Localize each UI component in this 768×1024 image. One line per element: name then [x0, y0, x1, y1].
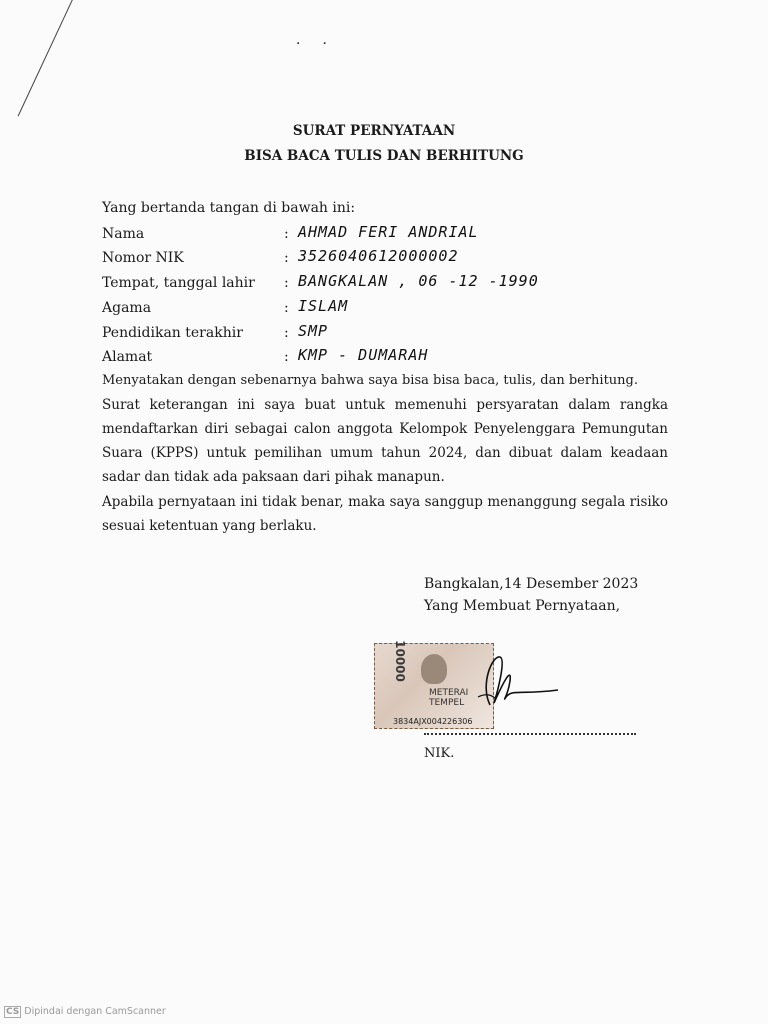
document-subtitle: BISA BACA TULIS DAN BERHITUNG [244, 148, 524, 164]
handwritten-value: 3526040612000002 [298, 247, 459, 265]
field-colon: : [284, 275, 289, 291]
paper-fold-edge [0, 0, 78, 116]
signer-role: Yang Membuat Pernyataan, [424, 598, 621, 614]
field-colon: : [284, 250, 289, 266]
handwritten-value: KMP - DUMARAH [298, 346, 429, 364]
statement-paragraph-3: Apabila pernyataan ini tidak benar, maka saya sanggup menanggung segala risiko sesuai ketentuan yang berlaku. [102, 494, 668, 534]
place-date: Bangkalan,14 Desember 2023 [424, 576, 639, 592]
statement-paragraph-1: Menyatakan dengan sebenarnya bahwa saya bisa bisa baca, tulis, dan berhitung. [102, 373, 639, 388]
nik-label: NIK. [424, 746, 455, 761]
scanner-watermark [4, 1006, 166, 1018]
field-colon: : [284, 325, 289, 341]
field-label: Pendidikan terakhir [102, 325, 243, 341]
field-colon: : [284, 300, 289, 316]
field-label: Tempat, tanggal lahir [102, 275, 255, 291]
camscanner-icon: CS [6, 1007, 20, 1017]
handwritten-value: AHMAD FERI ANDRIAL [298, 223, 479, 241]
stamp-serial: 3834AJX004226306 [393, 717, 473, 726]
stamp-value: 10000 [392, 640, 407, 682]
stamp-label-line2: TEMPEL [429, 698, 465, 708]
field-label: Nomor NIK [102, 250, 184, 266]
field-colon: : [284, 226, 289, 242]
handwritten-value: BANGKALAN , 06 -12 -1990 [298, 272, 539, 290]
document-title: SURAT PERNYATAAN [292, 123, 456, 139]
field-label: Nama [102, 226, 145, 242]
field-label: Agama [102, 300, 152, 316]
field-colon: : [284, 349, 289, 365]
statement-paragraph-2: Surat keterangan ini saya buat untuk memenuhi persyaratan dalam rangka mendaftarkan diri sebagai calon anggota Kelompok Penyelenggara Pemungutan Suara (KPPS) untuk pemilihan umum tahun 2024, dan dibuat dalam keadaan sadar dan tidak ada paksaan dari pihak manapun. [102, 397, 668, 485]
field-label: Alamat [102, 349, 153, 365]
speck-marks: ·· [296, 36, 349, 52]
scanner-text: Dipindai dengan CamScanner [24, 1006, 166, 1017]
handwritten-signature [420, 645, 570, 725]
handwritten-value: ISLAM [298, 297, 349, 315]
stamp-label-line1: METERAI [429, 688, 469, 698]
intro-text: Yang bertanda tangan di bawah ini: [102, 200, 356, 216]
handwritten-value: SMP [298, 322, 329, 340]
signature-line [424, 733, 636, 735]
